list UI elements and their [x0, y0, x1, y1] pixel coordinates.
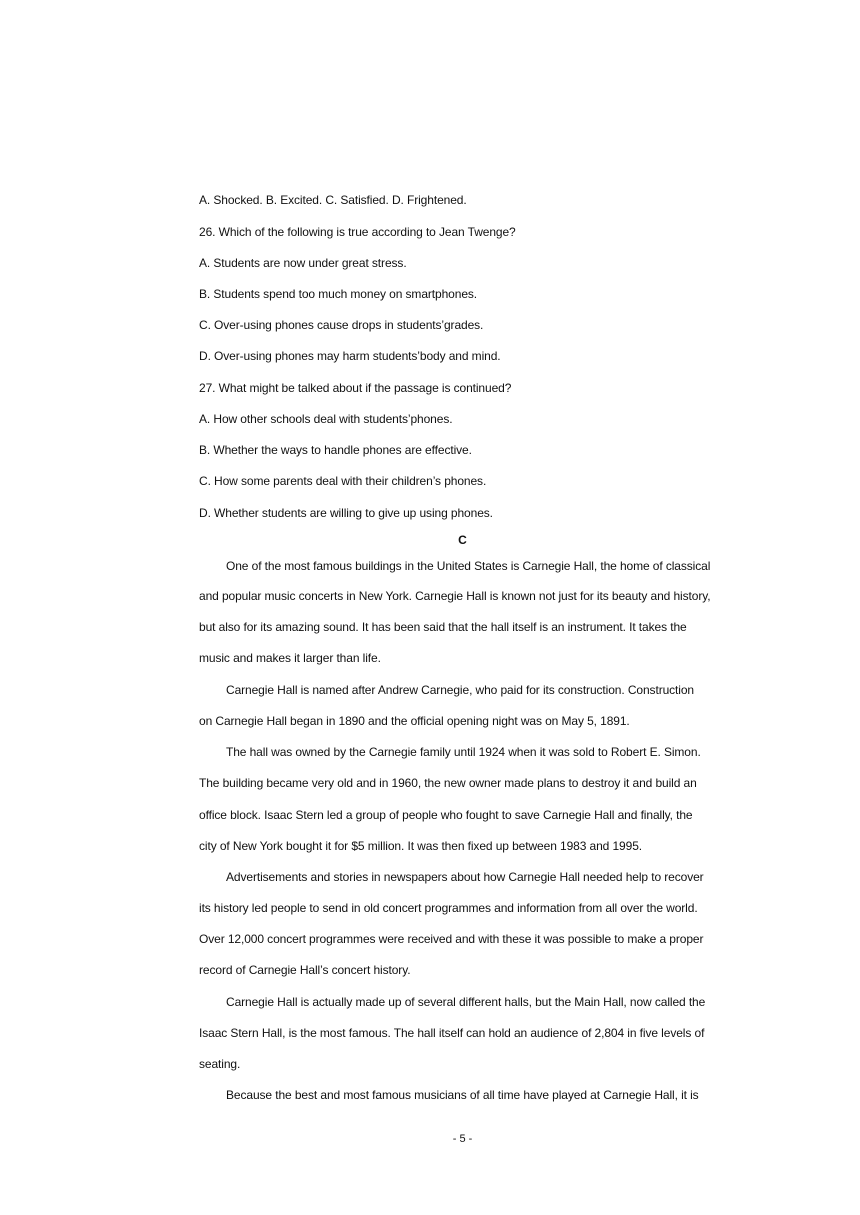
q26-option-a: A. Students are now under great stress. — [199, 256, 407, 270]
passage-line: office block. Isaac Stern led a group of people who fought to save Carnegie Hall and finally, the — [199, 808, 693, 822]
page-number: - 5 - — [452, 1133, 473, 1145]
q26-option-c: C. Over-using phones cause drops in students’grades. — [199, 318, 484, 332]
passage-line: its history led people to send in old concert programmes and information from all over the world. — [199, 901, 698, 915]
q27-option-c: C. How some parents deal with their children’s phones. — [199, 474, 487, 488]
passage-line: Over 12,000 concert programmes were received and with these it was possible to make a proper — [199, 932, 704, 946]
passage-line: city of New York bought it for $5 million. It was then fixed up between 1983 and 1995. — [199, 839, 643, 853]
passage-line: Because the best and most famous musicians of all time have played at Carnegie Hall, it is — [226, 1088, 699, 1102]
passage-line: but also for its amazing sound. It has been said that the hall itself is an instrument. It takes the — [199, 620, 687, 634]
passage-line: Isaac Stern Hall, is the most famous. The hall itself can hold an audience of 2,804 in five levels of — [199, 1026, 705, 1040]
q25-options: A. Shocked. B. Excited. C. Satisfied. D. Frightened. — [199, 193, 467, 207]
q26-option-d: D. Over-using phones may harm students’body and mind. — [199, 349, 501, 363]
q27-stem: 27. What might be talked about if the passage is continued? — [199, 381, 512, 395]
q26-option-b: B. Students spend too much money on smartphones. — [199, 287, 478, 301]
passage-line: Carnegie Hall is named after Andrew Carnegie, who paid for its construction. Construction — [226, 683, 695, 697]
passage-line: One of the most famous buildings in the United States is Carnegie Hall, the home of classical — [226, 559, 711, 573]
q27-option-d: D. Whether students are willing to give up using phones. — [199, 506, 493, 520]
passage-line: The hall was owned by the Carnegie family until 1924 when it was sold to Robert E. Simon. — [226, 745, 701, 759]
section-heading: C — [458, 533, 467, 547]
q26-stem: 26. Which of the following is true according to Jean Twenge? — [199, 225, 516, 239]
passage-line: and popular music concerts in New York. Carnegie Hall is known not just for its beauty and history, — [199, 589, 711, 603]
passage-line: seating. — [199, 1057, 241, 1071]
q27-option-a: A. How other schools deal with students’phones. — [199, 412, 453, 426]
passage-line: The building became very old and in 1960, the new owner made plans to destroy it and build an — [199, 776, 697, 790]
passage-line: record of Carnegie Hall’s concert history. — [199, 963, 411, 977]
passage-line: Advertisements and stories in newspapers about how Carnegie Hall needed help to recover — [226, 870, 704, 884]
passage-line: on Carnegie Hall began in 1890 and the official opening night was on May 5, 1891. — [199, 714, 630, 728]
passage-line: Carnegie Hall is actually made up of several different halls, but the Main Hall, now called the — [226, 995, 706, 1009]
q27-option-b: B. Whether the ways to handle phones are effective. — [199, 443, 472, 457]
passage-line: music and makes it larger than life. — [199, 651, 381, 665]
